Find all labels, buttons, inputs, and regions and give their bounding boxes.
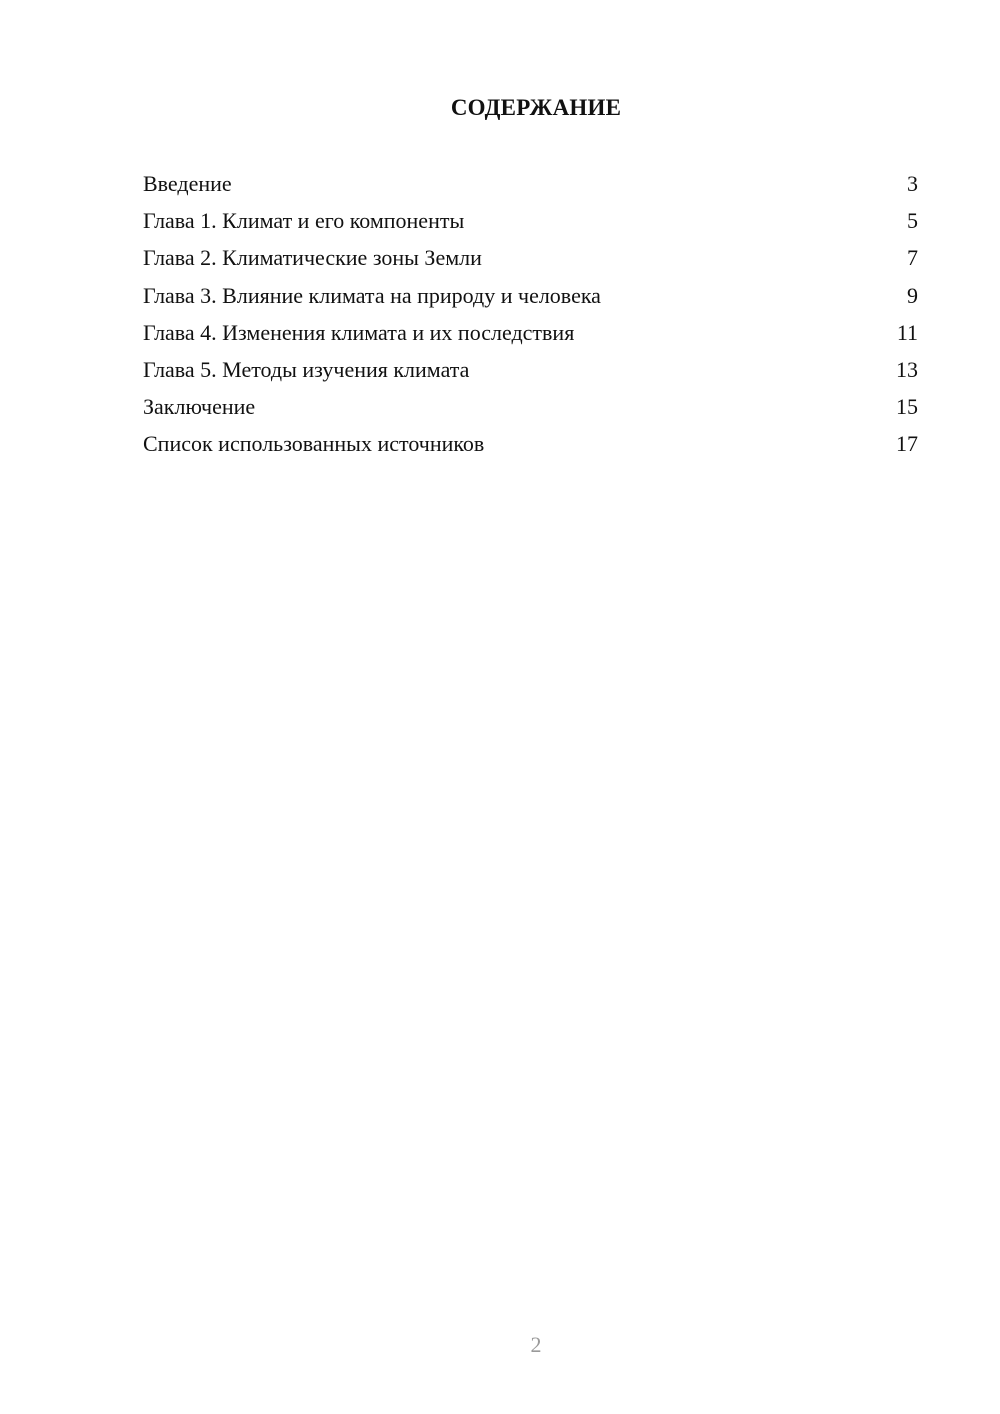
toc-title: СОДЕРЖАНИЕ	[450, 95, 622, 120]
toc-item-chapter-5	[143, 355, 918, 392]
toc-item-page: 7	[907, 245, 918, 271]
toc-item-references	[143, 429, 918, 466]
toc-item-page: 5	[907, 208, 918, 234]
toc-item-page: 17	[896, 431, 918, 457]
toc-item-label: Глава 2. Климатические зоны Земли	[143, 245, 482, 271]
toc-item-introduction	[143, 169, 918, 206]
table-of-contents	[143, 169, 918, 467]
toc-item-chapter-4	[143, 318, 918, 355]
toc-item-label: Глава 4. Изменения климата и их последствия	[143, 319, 575, 345]
toc-item-label: Глава 5. Методы изучения климата	[143, 356, 470, 382]
toc-item-chapter-1	[143, 206, 918, 243]
toc-item-chapter-3	[143, 281, 918, 318]
toc-item-label: Глава 3. Влияние климата на природу и человека	[143, 282, 601, 308]
toc-item-page: 13	[896, 356, 918, 382]
toc-item-label: Глава 1. Климат и его компоненты	[143, 208, 465, 234]
toc-item-label: Введение	[143, 171, 232, 196]
toc-item-conclusion	[143, 392, 918, 429]
toc-item-page: 3	[907, 171, 918, 196]
page-number: 2	[530, 1332, 542, 1357]
toc-item-label: Список использованных источников	[143, 431, 485, 457]
toc-item-label: Заключение	[143, 394, 256, 420]
toc-item-page: 15	[896, 394, 918, 420]
toc-item-page: 11	[896, 319, 918, 345]
toc-item-page: 9	[907, 282, 918, 308]
toc-item-chapter-2	[143, 243, 918, 280]
